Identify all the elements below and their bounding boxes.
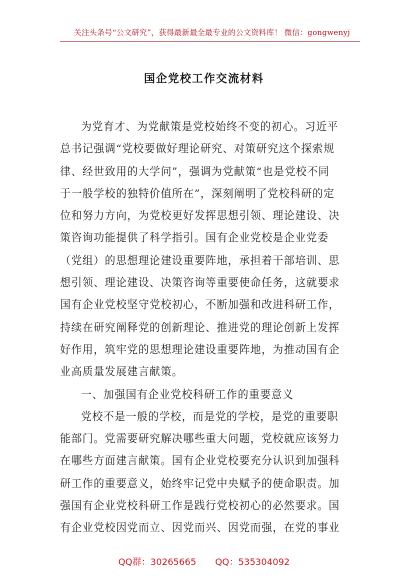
text-line: 业高质量发展建言献策。: [60, 366, 184, 379]
text-line: （党组）的思想理论建设重要阵地，承担着干部培训、思: [60, 254, 340, 267]
text-line: 想引领、理论建设、决策咨询等重要使命任务，这就要求: [60, 277, 340, 290]
text-line: 能部门。党需要研究解决哪些重大问题，党校就应该努力: [60, 433, 340, 446]
text-line: 好作用，筑牢党的思想理论建设重要阵地，为推动国有企: [60, 343, 340, 356]
text-line: 策咨询功能提供了科学指引。国有企业党校是企业党委: [60, 232, 329, 245]
text-line: 强国有企业党校科研工作是践行党校初心的必然要求。国: [60, 500, 340, 513]
header-divider: [60, 41, 360, 42]
text-line: 律、经世致用的大学问”，强调为党献策“也是党校不同: [60, 165, 330, 178]
document-title: 国企党校工作交流材料: [144, 72, 264, 85]
text-line: 为党育才、为党献策是党校始终不变的初心。习近平: [81, 121, 339, 133]
text-line: 国有企业党校坚守党校初心，不断加强和改进科研工作，: [60, 299, 340, 312]
text-line: 一、加强国有企业党校科研工作的重要意义: [81, 388, 294, 401]
header-notice: 关注头条号“公文研究”，获得最新最全最专业的公文资料库！ 微信：gongwenyj: [73, 28, 351, 37]
text-line: 总书记强调“党校要做好理论研究、对策研究这个探索规: [60, 143, 335, 156]
footer-qq-number: QQ：535304092: [215, 558, 290, 568]
footer: [0, 555, 408, 568]
text-line: 位和努力方向，为党校更好发挥思想引领、理论建设、决: [60, 210, 340, 223]
footer-qq-group: QQ群：30265665: [118, 558, 197, 568]
document-body: [60, 116, 350, 540]
text-line: 研工作的重要意义，始终牢记党中央赋予的使命职责。加: [60, 477, 340, 490]
text-line: 持续在研究阐释党的创新理论、推进党的理论创新上发挥: [60, 321, 340, 334]
text-line: 有企业党校因党而立、因党而兴、因党而强，在党的事业: [60, 522, 340, 535]
text-line: 于一般学校的独特价值所在”，深刻阐明了党校科研的定: [60, 187, 335, 200]
text-line: 在哪些方面建言献策。国有企业党校要充分认识到加强科: [60, 455, 340, 468]
text-line: 党校不是一般的学校，而是党的学校，是党的重要职: [81, 410, 339, 423]
